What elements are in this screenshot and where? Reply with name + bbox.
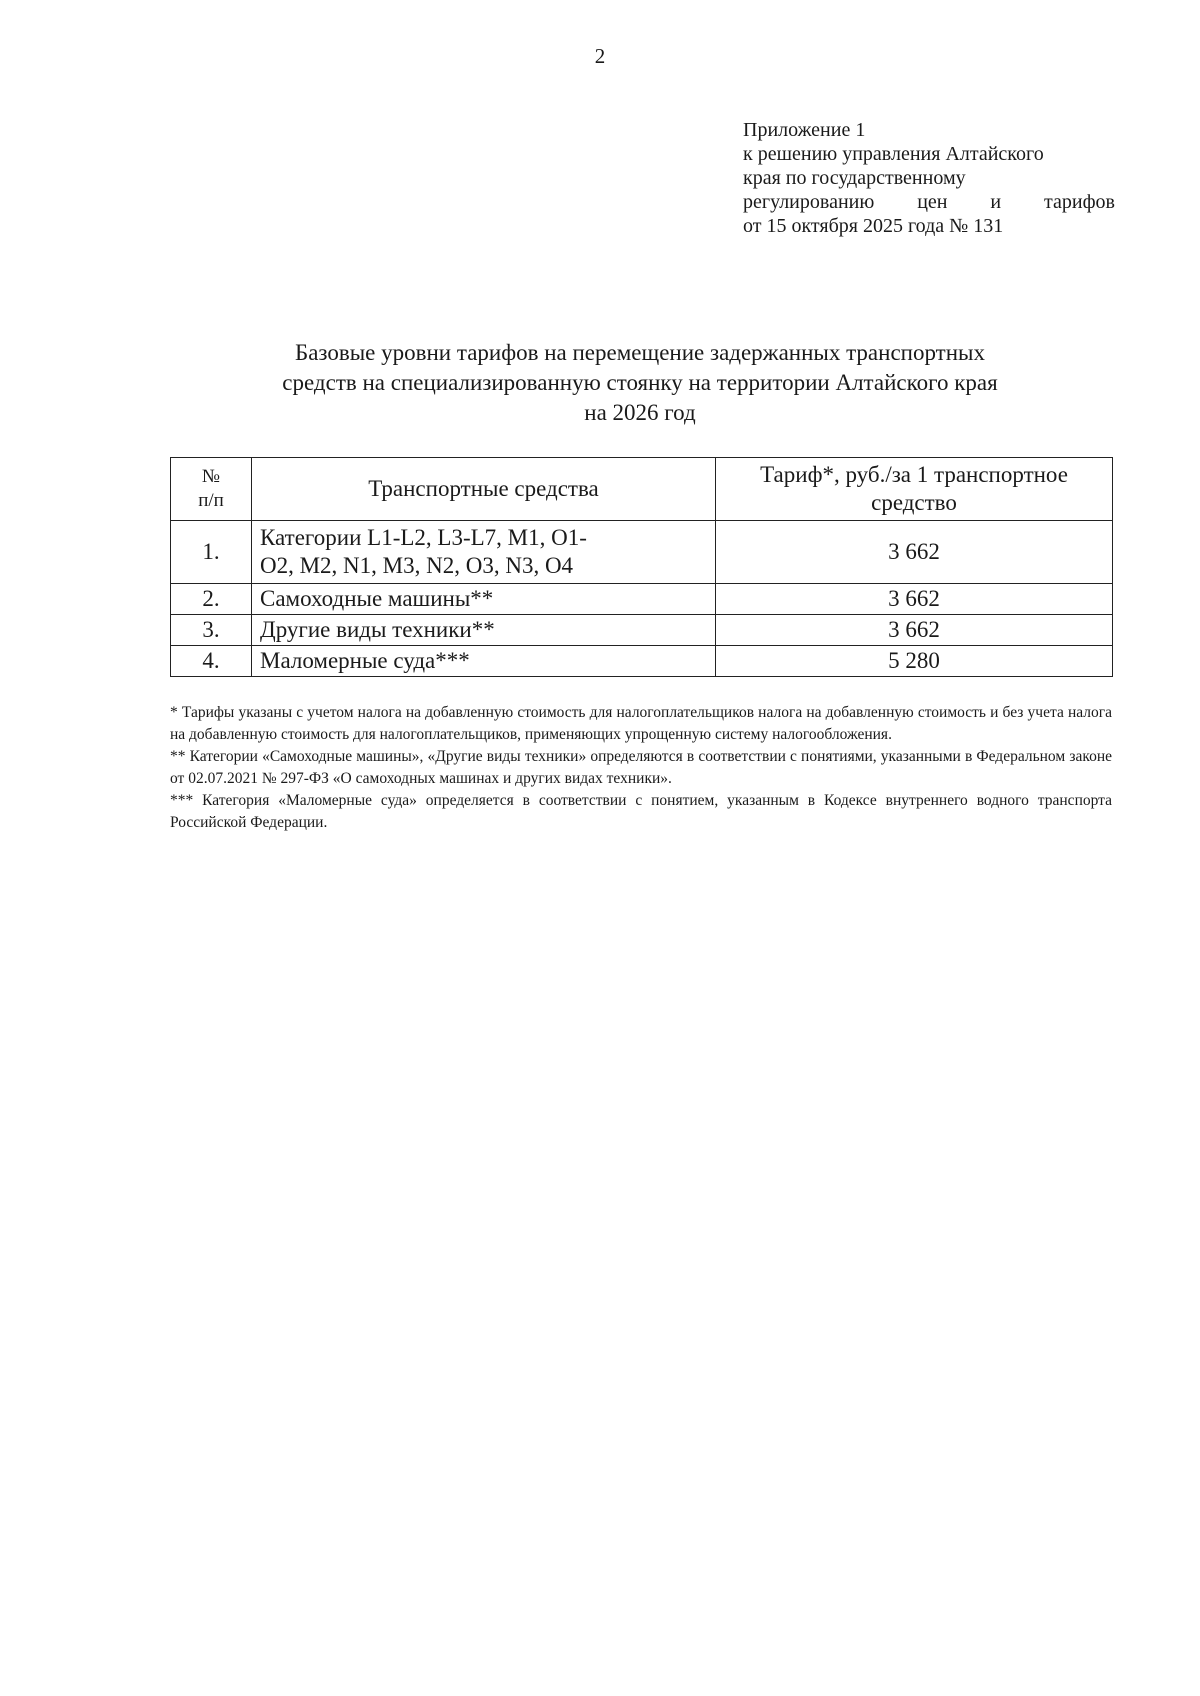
row-vehicle-name: Другие виды техники**: [252, 615, 716, 646]
table-row: [171, 646, 1113, 677]
document-title: [200, 338, 1080, 428]
row-tariff: 3 662: [716, 584, 1113, 615]
title-line: на 2026 год: [584, 400, 696, 425]
row-vehicle-name: Маломерные суда***: [252, 646, 716, 677]
footnote: * Тарифы указаны с учетом налога на добавленную стоимость для налогоплательщиков налога на добавленную стоимость и без учета налога на добавленную стоимость для налогоплательщиков, применяющих упрощенную систему налогообложения.: [170, 704, 1112, 743]
page-number: 2: [594, 44, 606, 68]
appendix-word: цен: [917, 191, 948, 213]
footnote: *** Категория «Маломерные суда» определяется в соответствии с понятием, указанным в Кодексе внутреннего водного транспорта Российской Федерации.: [170, 792, 1112, 831]
row-tariff: 3 662: [716, 615, 1113, 646]
row-vehicle-name: Категории L1-L2, L3-L7, M1, O1- O2, M2, N1, M3, N2, O3, N3, O4: [252, 521, 716, 584]
row-vehicle-name: Самоходные машины**: [252, 584, 716, 615]
header-number: № п/п: [171, 458, 252, 521]
appendix-word: и: [990, 191, 1002, 213]
table-header-row: [171, 458, 1113, 521]
title-line: средств на специализированную стоянку на территории Алтайского края: [282, 370, 998, 395]
tariff-table: [170, 457, 1113, 677]
appendix-line-justified: [743, 190, 1115, 214]
row-tariff: 5 280: [716, 646, 1113, 677]
row-number: 3.: [171, 615, 252, 646]
appendix-word: тарифов: [1044, 191, 1115, 213]
footnotes: [170, 702, 1112, 834]
header-vehicles: Транспортные средства: [252, 458, 716, 521]
table-row: [171, 584, 1113, 615]
appendix-line: края по государственному: [743, 167, 966, 189]
header-tariff: Тариф*, руб./за 1 транспортное средство: [716, 458, 1113, 521]
table-row: [171, 521, 1113, 584]
appendix-line: от 15 октября 2025 года № 131: [743, 215, 1004, 237]
row-number: 2.: [171, 584, 252, 615]
row-number: 1.: [171, 521, 252, 584]
appendix-line: Приложение 1: [743, 119, 866, 141]
row-number: 4.: [171, 646, 252, 677]
title-line: Базовые уровни тарифов на перемещение задержанных транспортных: [295, 340, 985, 365]
appendix-header: [743, 118, 1115, 238]
appendix-word: регулированию: [743, 191, 875, 213]
appendix-line: к решению управления Алтайского: [743, 143, 1044, 165]
row-tariff: 3 662: [716, 521, 1113, 584]
table-row: [171, 615, 1113, 646]
footnote: ** Категории «Самоходные машины», «Другие виды техники» определяются в соответствии с понятиями, указанными в Федеральном законе от 02.07.2021 № 297-ФЗ «О самоходных машинах и других видах техники».: [170, 748, 1112, 787]
